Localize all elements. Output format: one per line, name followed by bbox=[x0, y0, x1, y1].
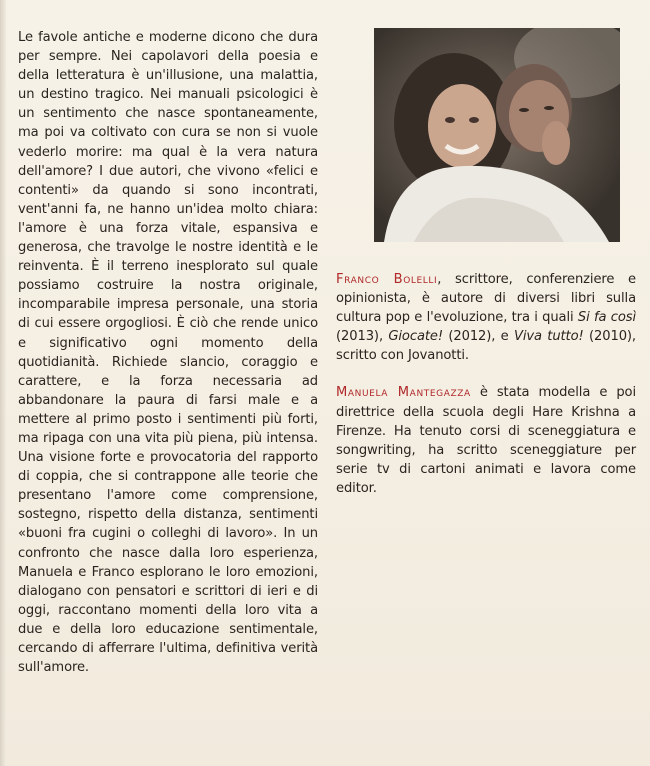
bio-text: , scrittore, conferenziere e opinionista, è autore di diversi libri sulla cultura pop e l'evoluzione, tra i quali bbox=[336, 272, 636, 326]
bio-text: (2012), e bbox=[443, 329, 514, 345]
book-title: Viva tutto! bbox=[513, 329, 584, 345]
bio-text: è stata modella e poi direttrice della scuola degli Hare Krishna a Firenze. Ha tenuto corsi di sceneggiatura e songwriting, ha scritto sceneggiature per serie tv di cartoni animati e lavora come editor. bbox=[336, 385, 636, 496]
author-name-bolelli: Franco Bolelli bbox=[336, 272, 438, 287]
author-bios bbox=[336, 270, 636, 516]
bio-franco-bolelli bbox=[336, 270, 636, 365]
synopsis-text: Le favole antiche e moderne dicono che dura per sempre. Nei capolavori della poesia e della letteratura è un'illusione, una malattia, un destino tragico. Nei manuali psicologici è un sentimento che nasce spontaneamente, ma poi va coltivato con cura se non si vuole vederlo morire: ma qual è la vera natura dell'amore? I due autori, che vivono «felici e contenti» da quando si sono incontrati, vent'anni fa, ne hanno un'idea molto chiara: l'amore è una forza vitale, espansiva e generosa, che travolge le nostre identità e le reinventa. È il terreno inesplorato sul quale possiamo costruire la nostra originale, incomparabile impresa personale, una storia di cui essere orgogliosi. È ciò che rende unico e significativo ogni momento della quotidianità. Richiede slancio, coraggio e carattere, e la forza necessaria ad abbandonare la paura di farsi male e a mettere al primo posto i sentimenti più forti, ma ripaga con una vita più piena, più intensa. Una visione forte e provocatoria del rapporto di coppia, che si contrappone alle teorie che presentano l'amore come comprensione, sostegno, rispetto della distanza, sentimenti «buoni fra cugini o colleghi di lavoro». In un confronto che nasce dalla loro esperienza, Manuela e Franco esplorano le loro emozioni, dialogano con pensatori e scrittori di ieri e di oggi, raccontano momenti della loro vita a due e della loro educazione sentimentale, cercando di afferrare l'ultima, definitiva verità sull'amore. bbox=[18, 30, 318, 676]
book-title: Si fa così bbox=[577, 310, 637, 326]
authors-photo bbox=[374, 28, 620, 242]
bio-text: (2010), scritto con Jovanotti. bbox=[336, 329, 636, 364]
bio-manuela-mantegazza bbox=[336, 383, 636, 498]
page-edge bbox=[0, 0, 6, 766]
bio-text: (2013), bbox=[336, 329, 389, 345]
book-title: Giocate! bbox=[388, 329, 444, 345]
author-name-mantegazza: Manuela Mantegazza bbox=[336, 385, 471, 401]
